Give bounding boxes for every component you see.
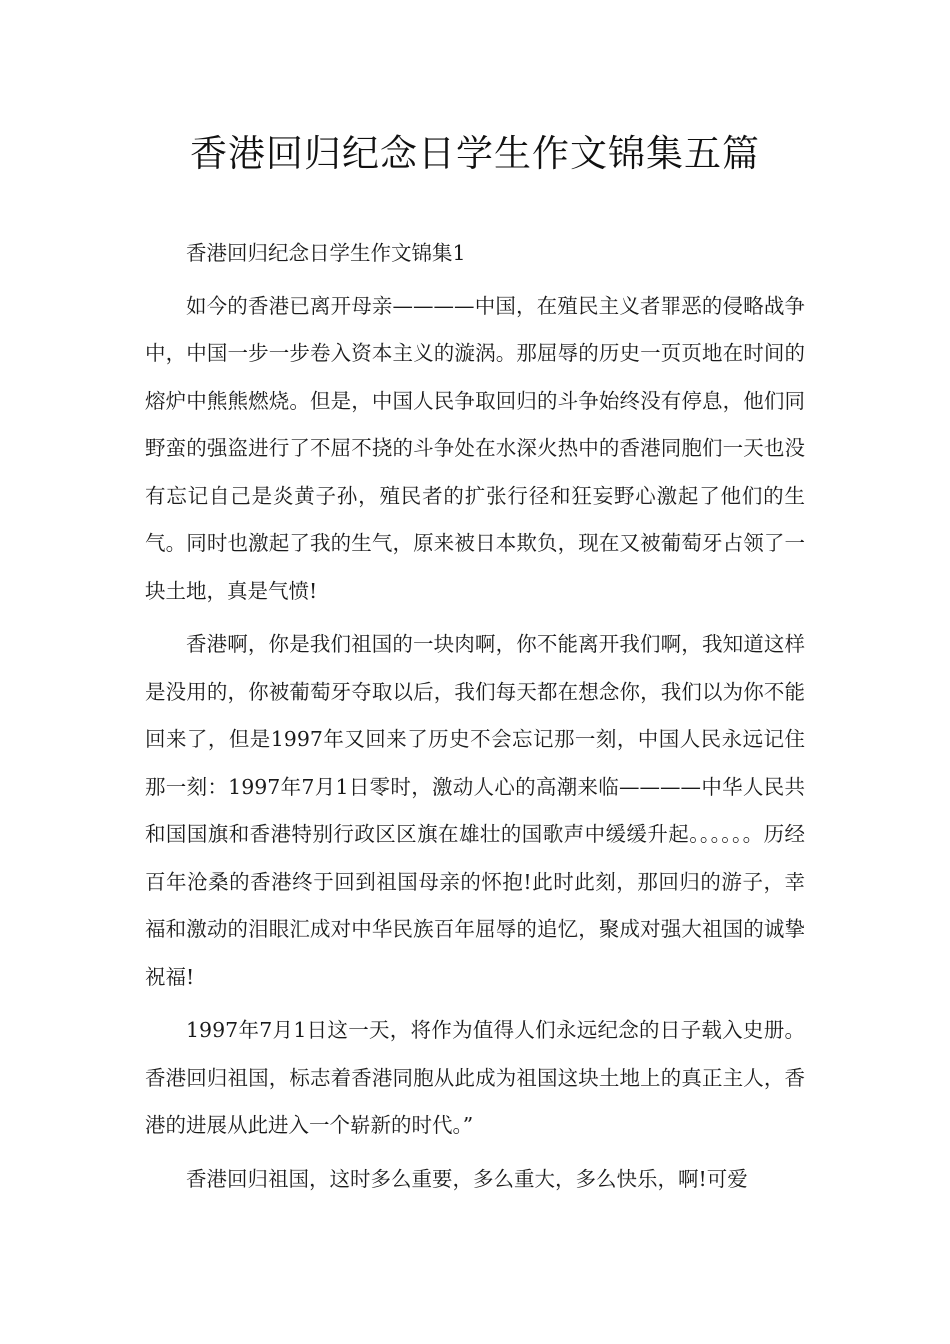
paragraph-3: 1997年7月1日这一天，将作为值得人们永远纪念的日子载入史册。香港回归祖国，标志着香港同胞从此成为祖国这块土地上的真正主人，香港的进展从此进入一个崭新的时代。” (145, 1018, 805, 1137)
paragraph-2: 香港啊，你是我们祖国的一块肉啊，你不能离开我们啊，我知道这样是没用的，你被葡萄牙夺取以后，我们每天都在想念你，我们以为你不能回来了，但是1997年又回来了历史不会忘记那一刻，中国人民永远记住那一刻：1997年7月1日零时，激动人心的高潮来临————中华人民共和国国旗和香港特别行政区区旗在雄壮的国歌声中缓缓升起。。。。。。历经百年沧桑的香港终于回到祖国母亲的怀抱!此时此刻，那回归的游子，幸福和激动的泪眼汇成对中华民族百年屈辱的追忆，聚成对强大祖国的诚挚祝福! (145, 632, 805, 989)
document-title: 香港回归纪念日学生作文锦集五篇 (190, 132, 760, 175)
section-heading: 香港回归纪念日学生作文锦集1 (186, 241, 466, 265)
paragraph-1: 如今的香港已离开母亲————中国，在殖民主义者罪恶的侵略战争中，中国一步一步卷入资本主义的漩涡。那屈辱的历史一页页地在时间的熔炉中熊熊燃烧。但是，中国人民争取回归的斗争始终没有停息，他们同野蛮的强盗进行了不屈不挠的斗争处在水深火热中的香港同胞们一天也没有忘记自己是炎黄子孙，殖民者的扩张行径和狂妄野心激起了他们的生气。同时也激起了我的生气，原来被日本欺负，现在又被葡萄牙占领了一块土地，真是气愤! (145, 293, 805, 603)
document-body (145, 230, 805, 1209)
paragraph-4: 香港回归祖国，这时多么重要，多么重大，多么快乐，啊!可爱 (186, 1166, 748, 1191)
